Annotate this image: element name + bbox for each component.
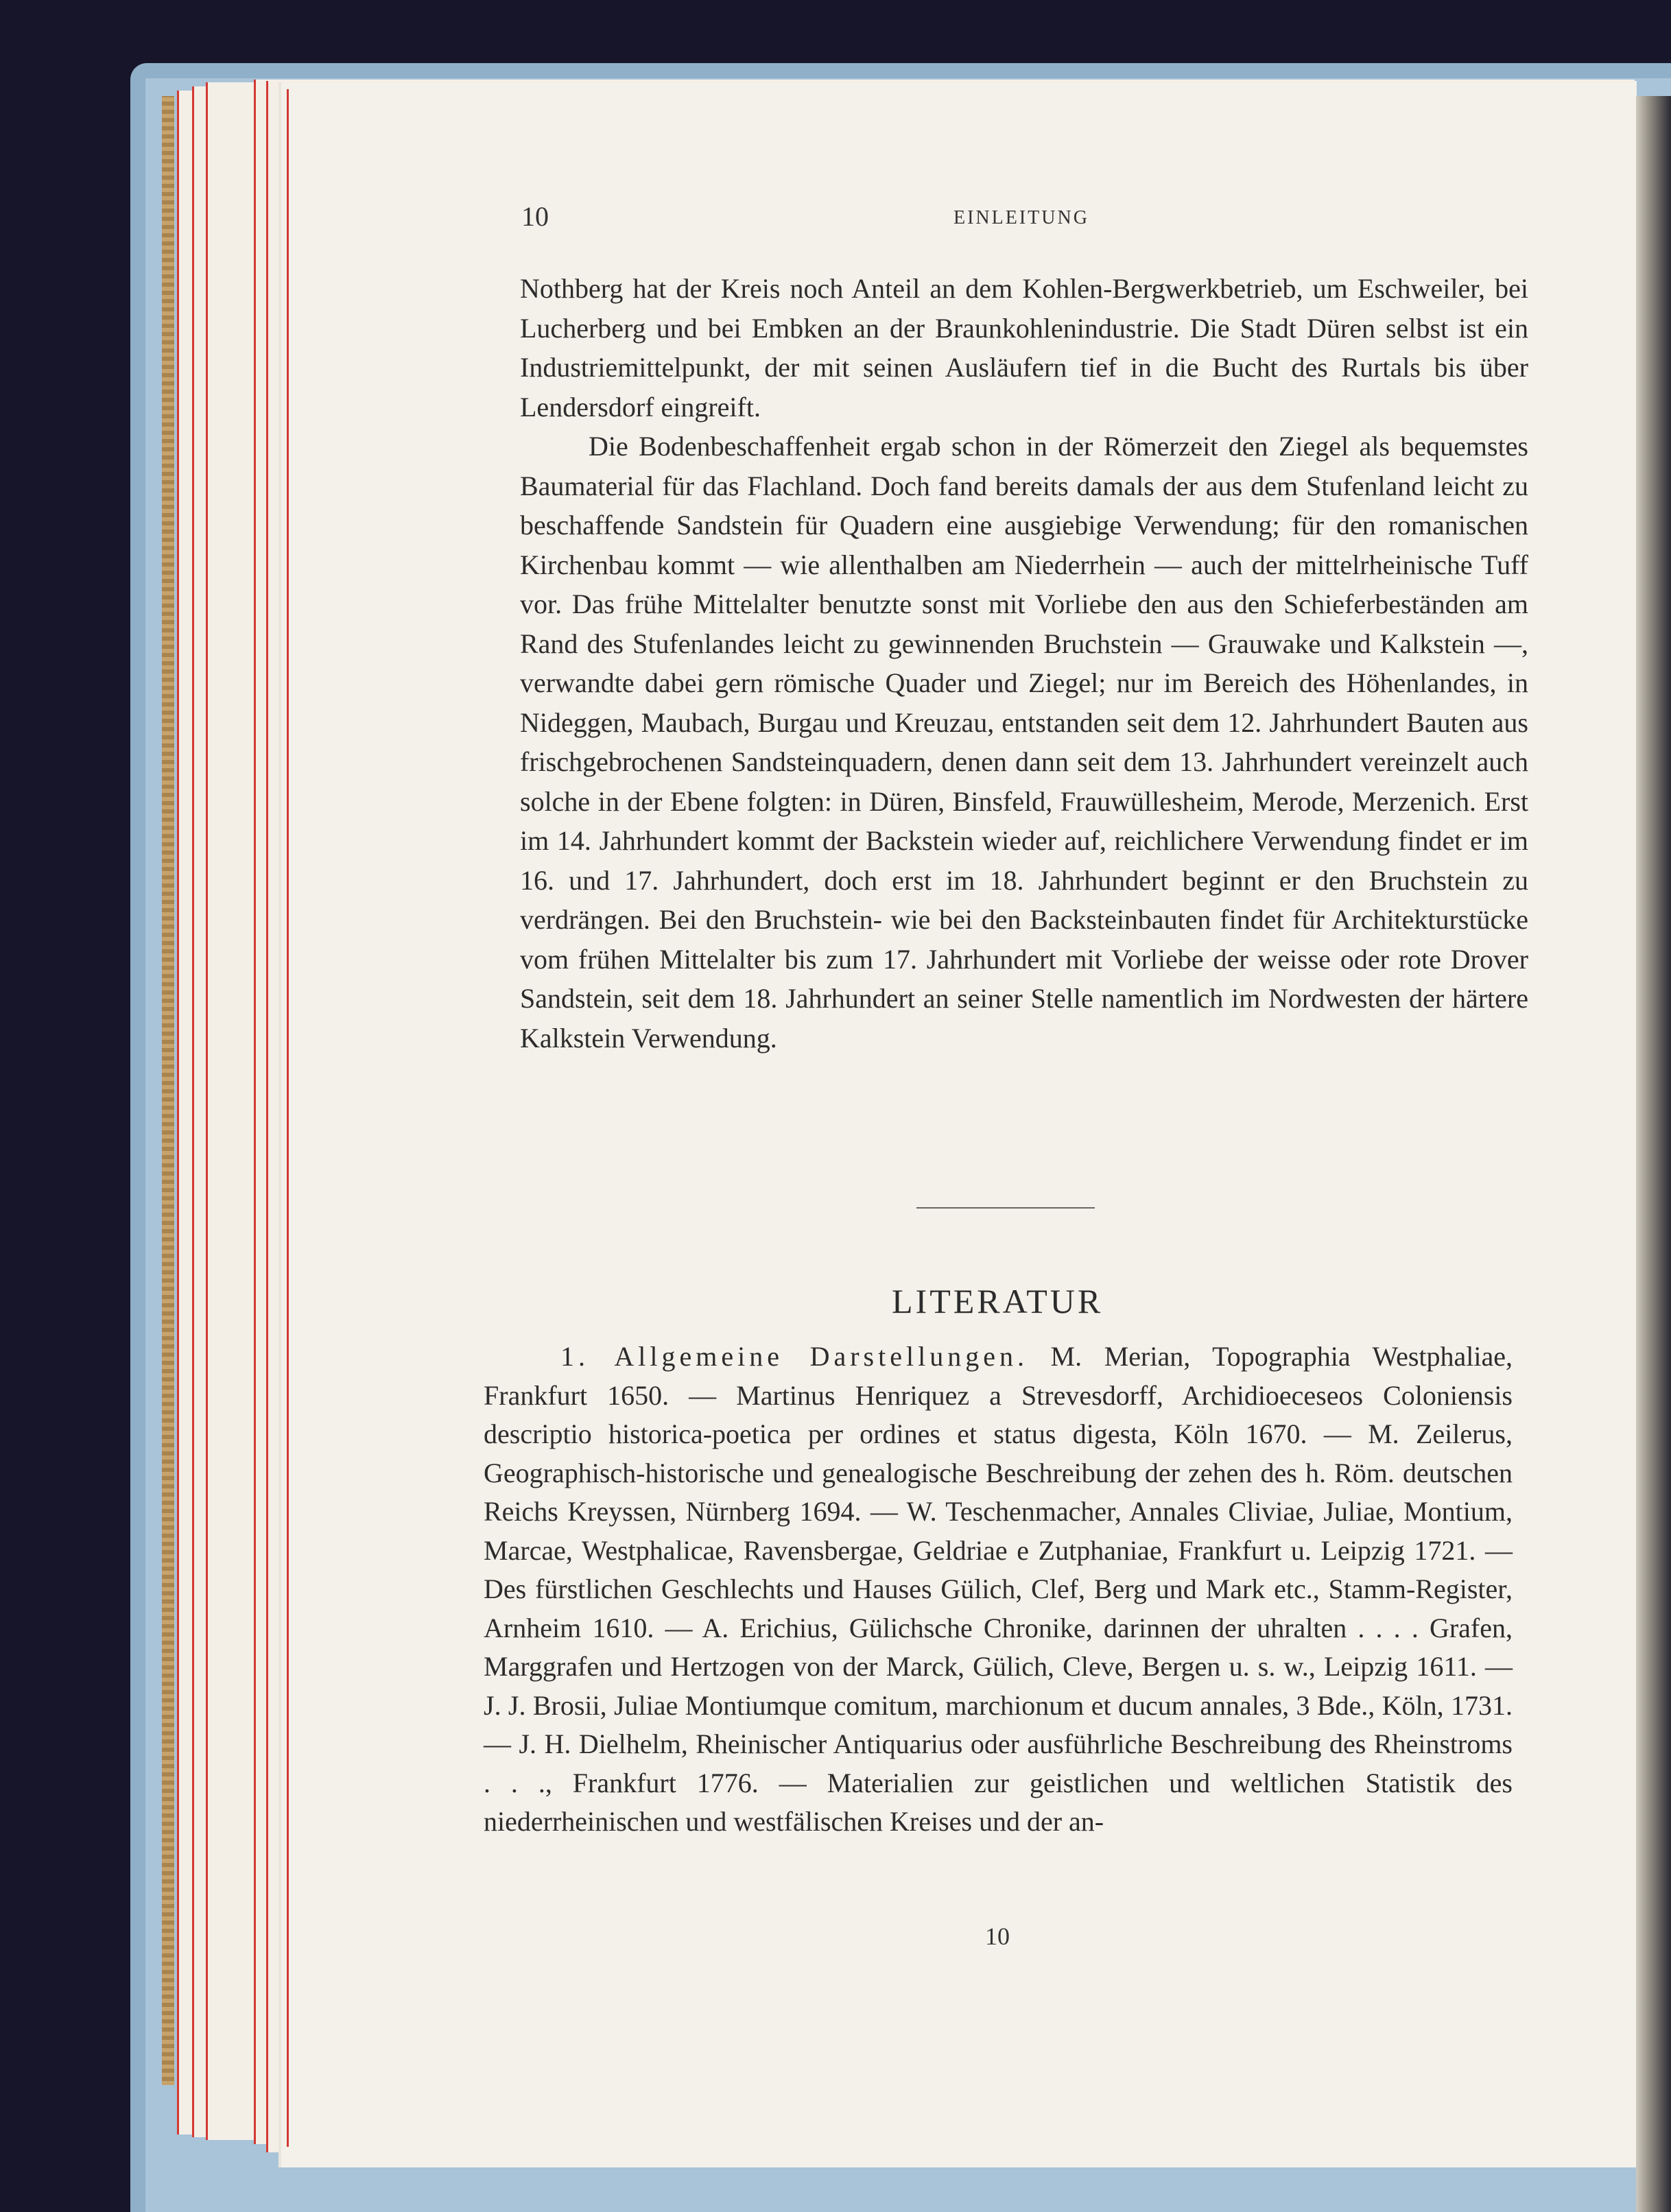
section-divider [916, 1207, 1095, 1209]
page-number-top: 10 [521, 201, 549, 232]
page-gutter [1636, 96, 1671, 2212]
literatur-heading: LITERATUR [892, 1282, 1104, 1320]
page-red-edge [287, 89, 289, 2147]
page-number-bottom: 10 [985, 1923, 1010, 1950]
literatur-section-label: 1. Allgemeine Darstellungen. [560, 1341, 1028, 1372]
body-text [520, 269, 1528, 1058]
literatur-text [484, 1337, 1513, 1842]
paragraph-2: Die Bodenbeschaffenheit ergab schon in der Römerzeit den Ziegel als bequemstes Baumaterial für das Flachland. Doch fand bereits damals der aus dem Stufenland leicht zu beschaffende Sandstein für Quadern eine ausgiebige Verwendung; für den romanischen Kirchenbau kommt — wie allenthalben am Niederrhein — auch der mittelrheinische Tuff vor. Das frühe Mittelalter benutzte sonst mit Vorliebe den aus den Schieferbeständen am Rand des Stufenlandes leicht zu gewinnenden Bruchstein — Grauwake und Kalkstein —, verwandte dabei gern römische Quader und Ziegel; nur im Bereich des Höhenlandes, in Nideggen, Maubach, Burgau und Kreuzau, entstanden seit dem 12. Jahrhundert Bauten aus frischgebrochenen Sandsteinquadern, denen dann seit dem 13. Jahrhundert vereinzelt auch solche in der Ebene folgten: in Düren, Binsfeld, Frauwüllesheim, Merode, Merzenich. Erst im 14. Jahrhundert kommt der Backstein wieder auf, reichlichere Verwendung findet er im 16. und 17. Jahrhundert, doch erst im 18. Jahrhundert beginnt er den Bruchstein zu verdrängen. Bei den Bruchstein- wie bei den Backsteinbauten findet für Architekturstücke vom frühen Mittelalter bis zum 17. Jahrhundert mit Vorliebe der weisse oder rote Drover Sandstein, seit dem 18. Jahrhundert an seiner Stelle namentlich im Nordwesten der härtere Kalkstein Verwendung. [520, 431, 1528, 1054]
gilt-spine [162, 96, 174, 2085]
paragraph-1: Nothberg hat der Kreis noch Anteil an dem Kohlen-Bergwerkbetrieb, um Eschweiler, bei Lucherberg und bei Embken an der Braunkohlenindustrie. Die Stadt Düren selbst ist ein Industriemittelpunkt, der mit seinen Ausläufern tief in die Bucht des Rurtals bis über Lendersdorf eingreift. [520, 273, 1528, 423]
literatur-entries: M. Merian, Topographia Westphaliae, Frankfurt 1650. — Martinus Henriquez a Strevesdorff, Archidioeceseos Coloniensis descriptio historica-poetica per ordines et status digesta, Köln 1670. — M. Zeilerus, Geographisch-historische und genealogische Beschreibung der zehen des h. Röm. deutschen Reichs Kreyssen, Nürnberg 1694. — W. Teschenmacher, Annales Cliviae, Juliae, Montium, Marcae, Westphalicae, Ravensbergae, Geldriae e Zutphaniae, Frankfurt u. Leipzig 1721. — Des fürstlichen Geschlechts und Hauses Gülich, Clef, Berg und Mark etc., Stamm-Register, Arnheim 1610. — A. Erichius, Gülichsche Chronike, darinnen der uhralten . . . . Grafen, Marggrafen und Hertzogen von der Marck, Gülich, Cleve, Bergen u. s. w., Leipzig 1611. — J. J. Brosii, Juliae Montiumque comitum, marchionum et ducum annales, 3 Bde., Köln, 1731. — J. H. Dielhelm, Rheinischer Antiquarius oder ausführliche Beschreibung des Rheinstroms . . ., Frankfurt 1776. — Materialien zur geistlichen und weltlichen Statistik des niederrheinischen und westfälischen Kreises und der an- [484, 1341, 1513, 1837]
running-head: EINLEITUNG [953, 207, 1089, 228]
